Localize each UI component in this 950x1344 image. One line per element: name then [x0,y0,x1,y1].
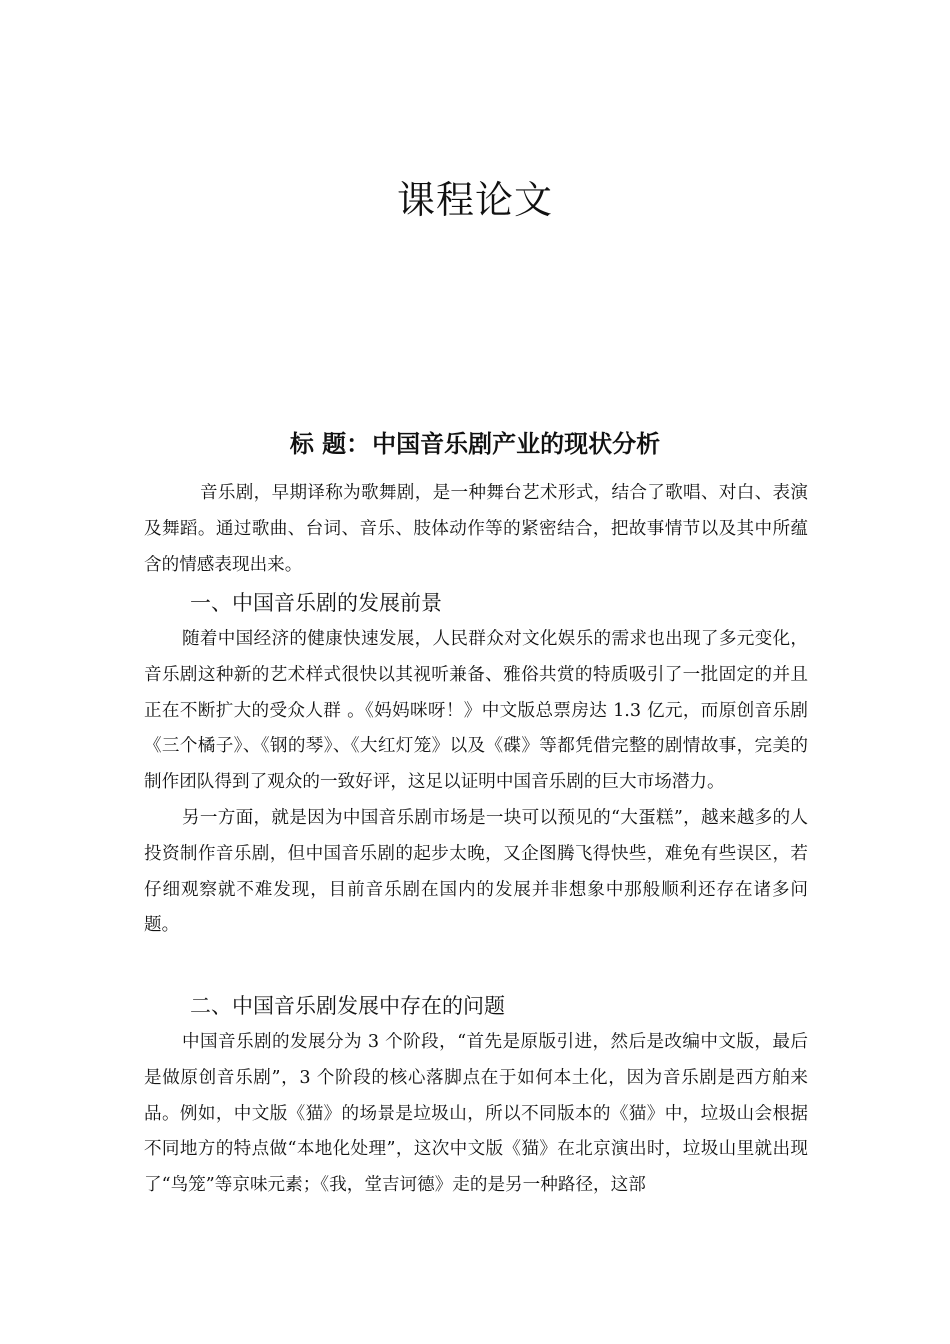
intro-paragraph: 音乐剧，早期译称为歌舞剧，是一种舞台艺术形式，结合了歌唱、对白、表演及舞蹈。通过歌曲、台词、音乐、肢体动作等的紧密结合，把故事情节以及其中所蕴含的情感表现出来。 [144,483,808,575]
paper-title [0,424,950,464]
paper-title-text: 中国音乐剧产业的现状分析 [372,430,661,458]
intro-block [144,476,808,583]
document-title: 课程论文 [396,178,553,222]
section-2-paragraph-1: 中国音乐剧的发展分为 3 个阶段，“首先是原版引进，然后是改编中文版，最后是做原创音乐剧”，3 个阶段的核心落脚点在于如何本土化，因为音乐剧是西方舶来品。例如，中文版《猫》的场景是垃圾山，所以不同版本的《猫》中，垃圾山会根据不同地方的特点做“本地化处理”，这次中文版《猫》在北京演出时，垃圾山里就出现了“鸟笼”等京味元素；《我，堂吉诃德》走的是另一种路径，这部 [144,1032,808,1196]
section-2-heading: 二、中国音乐剧发展中存在的问题 [190,994,505,1018]
section-2-body [144,1025,808,1204]
section-1-paragraph-1: 随着中国经济的健康快速发展，人民群众对文化娱乐的需求也出现了多元变化，音乐剧这种新的艺术样式很快以其视听兼备、雅俗共赏的特质吸引了一批固定的并且正在不断扩大的受众人群 。《妈妈咪呀！》中文版总票房达 1.3 亿元，而原创音乐剧《三个橘子》、《钢的琴》、《大红灯笼》以及《碟》等都凭借完整的剧情故事，完美的制作团队得到了观众的一致好评，这足以证明中国音乐剧的巨大市场潜力。 [144,629,808,793]
section-1-body [144,622,808,944]
paper-title-label: 标 题： [289,430,371,458]
section-1-paragraph-2: 另一方面，就是因为中国音乐剧市场是一块可以预见的“大蛋糕”，越来越多的人投资制作音乐剧，但中国音乐剧的起步太晚，又企图腾飞得快些，难免有些误区，若仔细观察就不难发现，目前音乐剧在国内的发展并非想象中那般顺利还存在诸多问题。 [144,807,808,936]
section-1-heading: 一、中国音乐剧的发展前景 [190,591,442,615]
